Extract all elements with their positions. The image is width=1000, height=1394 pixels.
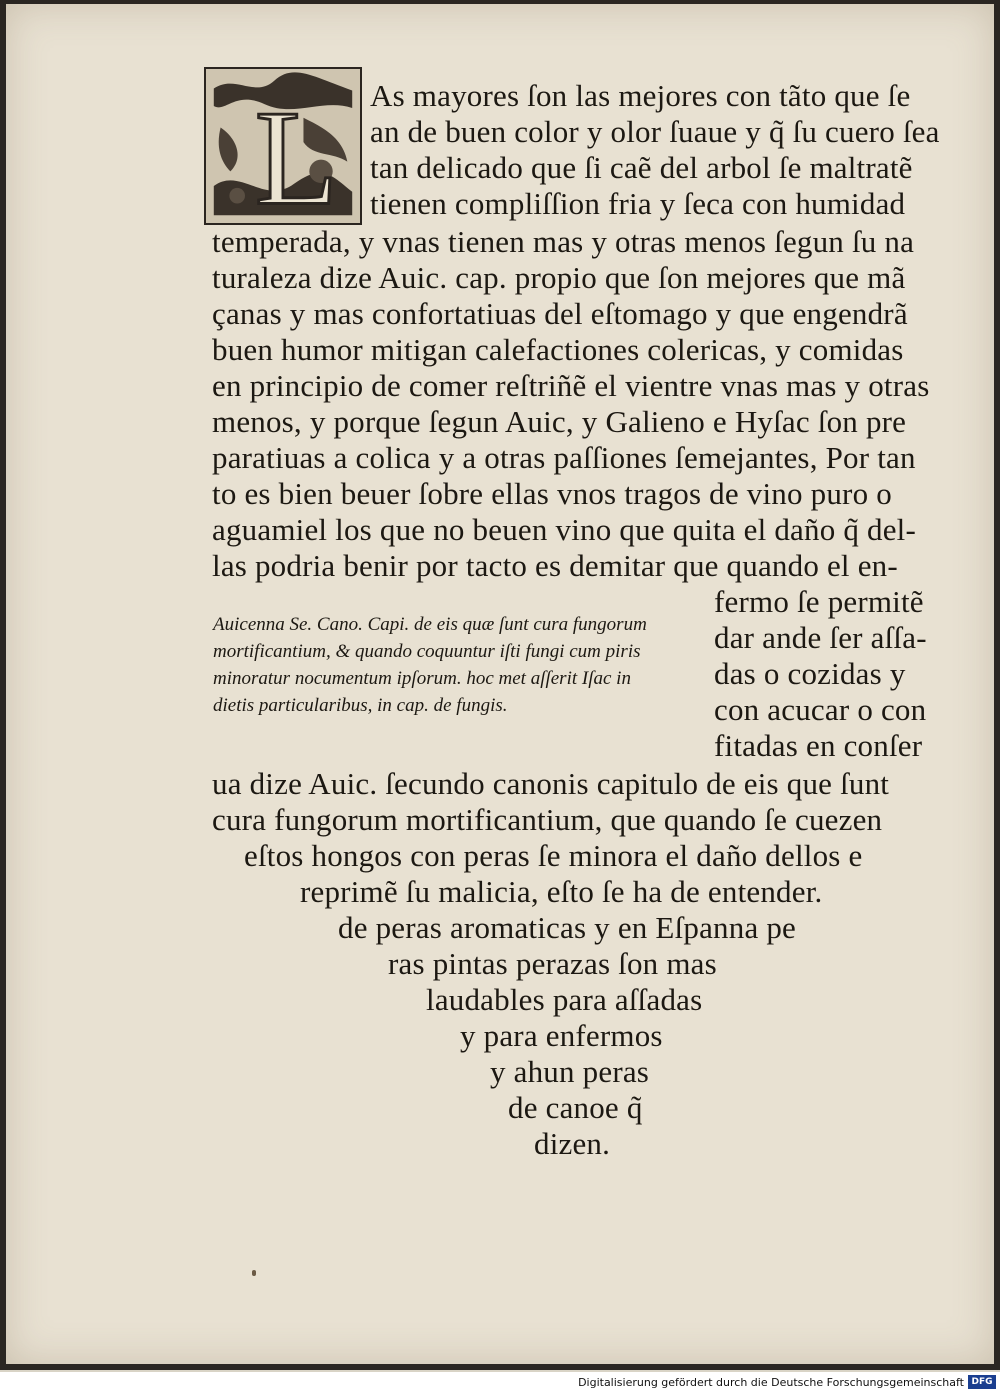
right-column-line: fitadas en conſer	[714, 728, 923, 763]
text-line: tan delicado que ſi caẽ del arbol ſe maltratẽ	[370, 150, 913, 185]
text-line: en principio de comer reſtriñẽ el vientre vnas mas y otras	[212, 368, 930, 403]
text-line: turaleza dize Auic. cap. propio que ſon mejores que mã	[212, 260, 906, 295]
closing-line: de canoe q̃	[508, 1090, 643, 1125]
text-line: menos, y porque ſegun Auic, y Galieno e Hyſac ſon pre	[212, 404, 907, 439]
text-line: çanas y mas confortatiuas del eſtomago y que engendrã	[212, 296, 908, 331]
marginal-note-line: minoratur nocumentum ipſorum. hoc met aſſerit Iſac in	[213, 668, 631, 689]
initial-ornament-icon	[206, 69, 360, 223]
text-line: paratiuas a colica y a otras paſſiones ſemejantes, Por tan	[212, 440, 916, 475]
text-line: As mayores ſon las mejores con tãto que ſe	[370, 78, 911, 113]
text-line: temperada, y vnas tienen mas y otras menos ſegun ſu na	[212, 224, 915, 259]
decorated-initial	[204, 67, 362, 225]
right-column-line: fermo ſe permitẽ	[714, 584, 924, 619]
text-line: las podria benir por tacto es demitar que quando el en-	[212, 548, 898, 583]
closing-line: y para enfermos	[460, 1018, 663, 1053]
text-line: to es bien beuer ſobre ellas vnos tragos de vino puro o	[212, 476, 892, 511]
right-column-line: dar ande ſer aſſa-	[714, 620, 927, 655]
right-column-line: con acucar o con	[714, 692, 927, 727]
closing-line: cura fungorum mortificantium, que quando ſe cuezen	[212, 802, 883, 837]
ink-spot	[252, 1270, 256, 1276]
marginal-note-line: Auicenna Se. Cano. Capi. de eis quæ ſunt cura fungorum	[213, 614, 647, 635]
closing-line: eſtos hongos con peras ſe minora el daño dellos e	[244, 838, 863, 873]
digitization-credit: Digitalisierung gefördert durch die Deutsche Forschungsgemeinschaft	[578, 1376, 964, 1389]
dfg-logo-icon: DFG	[968, 1375, 996, 1389]
text-line: an de buen color y olor ſuaue y q̃ ſu cuero ſea	[370, 114, 940, 149]
text-line: aguamiel los que no beuen vino que quita el daño q̃ del-	[212, 512, 917, 547]
closing-line: laudables para aſſadas	[426, 982, 703, 1017]
closing-line: ua dize Auic. ſecundo canonis capitulo de eis que ſunt	[212, 766, 890, 801]
right-column-line: das o cozidas y	[714, 656, 906, 691]
closing-line: ras pintas perazas ſon mas	[388, 946, 717, 981]
marginal-note-line: dietis particularibus, in cap. de fungis.	[213, 695, 508, 716]
svg-text:L: L	[254, 81, 339, 223]
marginal-note-line: mortificantium, & quando coquuntur iſti fungi cum piris	[213, 641, 641, 662]
closing-line: dizen.	[534, 1126, 611, 1161]
text-line: buen humor mitigan calefactiones colericas, y comidas	[212, 332, 904, 367]
closing-line: de peras aromaticas y en Eſpanna pe	[338, 910, 797, 945]
closing-line: y ahun peras	[490, 1054, 650, 1089]
text-line: tienen compliſſion fria y ſeca con humidad	[370, 186, 906, 221]
closing-line: reprimẽ ſu malicia, eſto ſe ha de entender.	[300, 874, 823, 909]
